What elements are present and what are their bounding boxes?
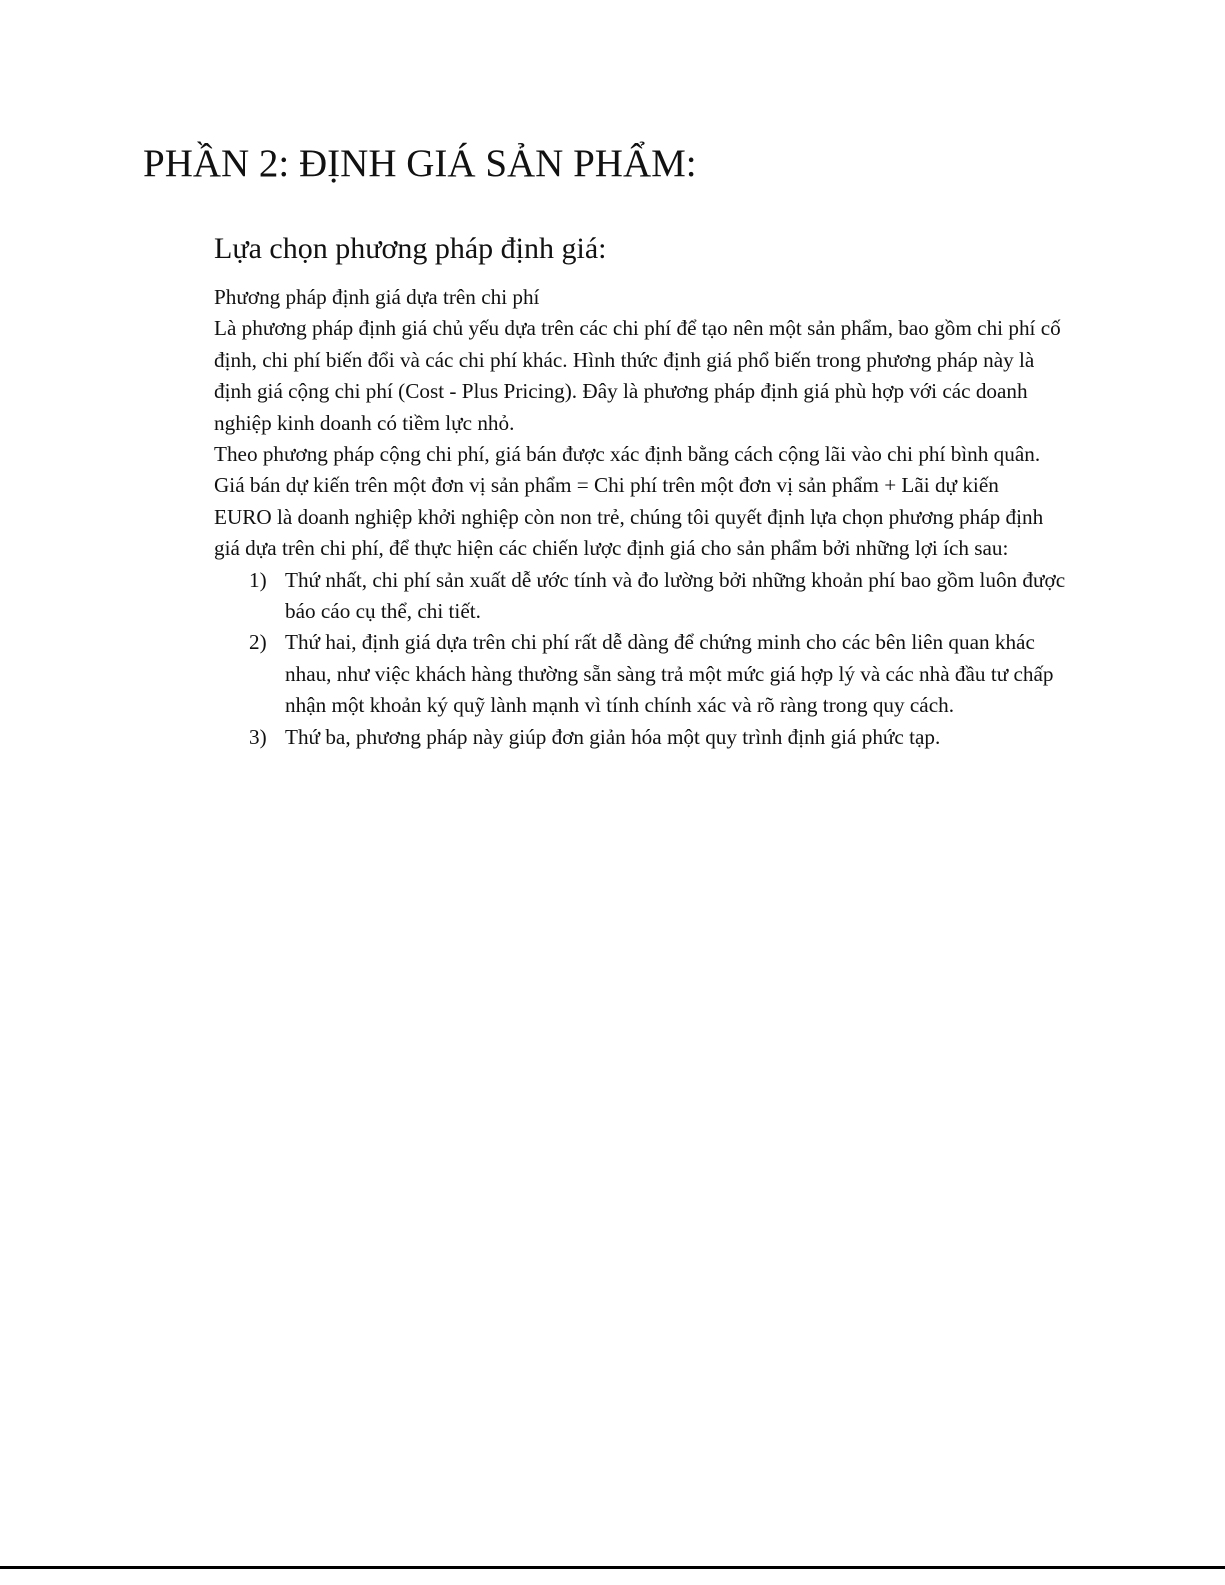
paragraph-method-title: Phương pháp định giá dựa trên chi phí [214, 285, 540, 309]
benefits-list [214, 565, 1074, 753]
list-item-number: 1) [249, 567, 267, 592]
list-item-text: Thứ hai, định giá dựa trên chi phí rất dễ dàng để chứng minh cho các bên liên quan khác nhau, như việc khách hàng thường sẵn sàng trả một mức giá hợp lý và các nhà đầu tư chấp nhận một khoản ký quỹ lành mạnh vì tính chính xác và rõ ràng trong quy cách. [285, 630, 1054, 718]
list-item [214, 722, 1074, 753]
paragraph-formula: Giá bán dự kiến trên một đơn vị sản phẩm = Chi phí trên một đơn vị sản phẩm + Lãi dự kiến [214, 473, 999, 498]
list-item [214, 627, 1074, 721]
paragraph-euro-decision: EURO là doanh nghiệp khởi nghiệp còn non trẻ, chúng tôi quyết định lựa chọn phương pháp định giá dựa trên chi phí, để thực hiện các chiến lược định giá cho sản phẩm bởi những lợi ích sau: [214, 504, 1044, 561]
list-item-text: Thứ nhất, chi phí sản xuất dễ ước tính và đo lường bởi những khoản phí bao gồm luôn được báo cáo cụ thể, chi tiết. [285, 567, 1066, 624]
section-subheading: Lựa chọn phương pháp định giá: [214, 232, 607, 265]
paragraph-method-description: Là phương pháp định giá chủ yếu dựa trên các chi phí để tạo nên một sản phẩm, bao gồm chi phí cố định, chi phí biến đổi và các chi phí khác. Hình thức định giá phổ biến trong phương pháp này là định giá cộng chi phí (Cost - Plus Pricing). Đây là phương pháp định giá phù hợp với các doanh nghiệp kinh doanh có tiềm lực nhỏ. [214, 316, 1061, 435]
paragraph-cost-plus: Theo phương pháp cộng chi phí, giá bán được xác định bằng cách cộng lãi vào chi phí bình quân. [214, 442, 1041, 467]
list-item [214, 565, 1074, 628]
list-item-number: 2) [249, 630, 267, 655]
list-item-number: 3) [249, 724, 267, 749]
page-bottom-border [0, 1566, 1225, 1569]
body-text [214, 282, 1074, 753]
list-item-text: Thứ ba, phương pháp này giúp đơn giản hóa một quy trình định giá phức tạp. [285, 724, 941, 749]
page-heading: PHẦN 2: ĐỊNH GIÁ SẢN PHẨM: [143, 142, 697, 185]
